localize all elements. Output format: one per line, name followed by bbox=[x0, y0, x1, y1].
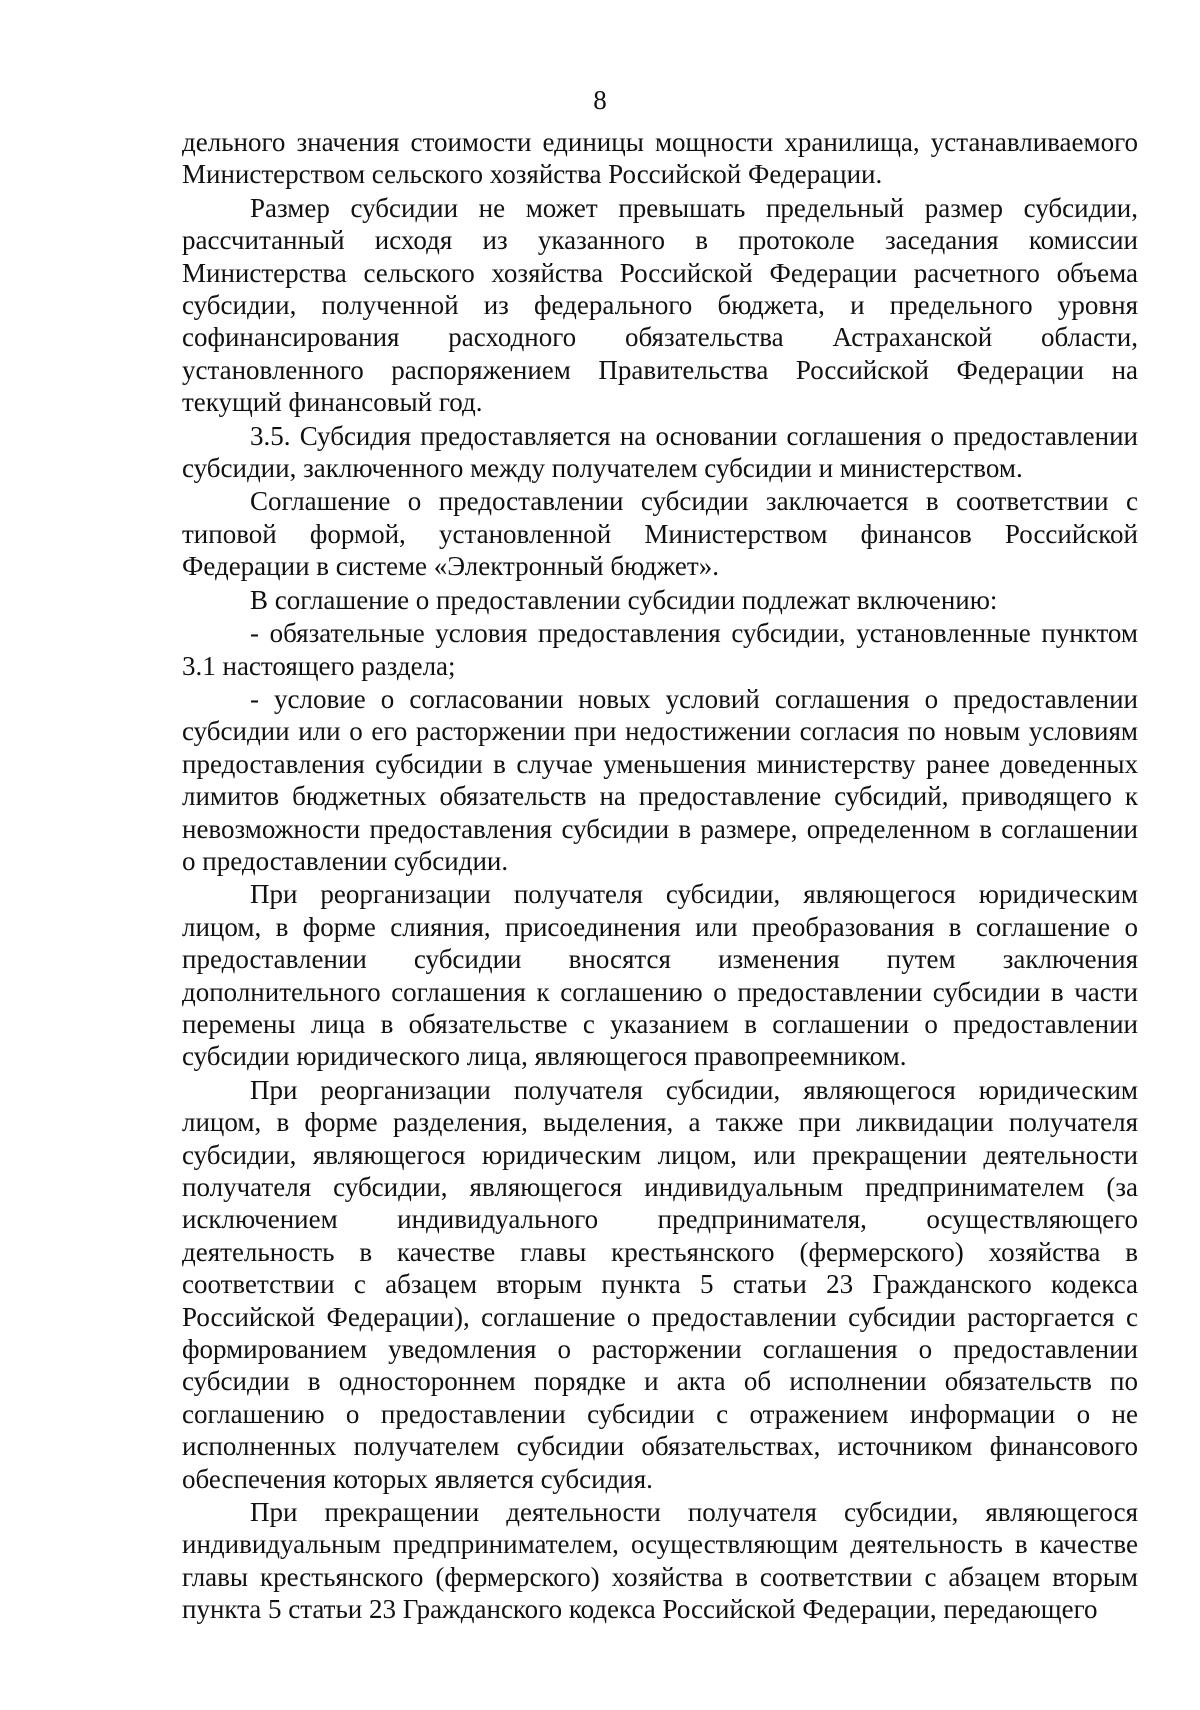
paragraph-5: В соглашение о предоставлении субсидии подлежат включению: bbox=[250, 584, 998, 615]
paragraph-4: Соглашение о предоставлении субсидии заключается в соответствии с типовой формой, установленной Министерством финансов Российской Федерации в системе «Электронный бюджет». bbox=[182, 486, 1138, 582]
paragraph-3: 3.5. Субсидия предоставляется на основании соглашения о предоставлении субсидии, заключенного между получателем субсидии и министерством. bbox=[182, 420, 1138, 484]
paragraph-8: При прекращении деятельности получателя субсидии, являющегося индивидуальным предпринимателем, осуществляющим деятельность в качестве главы крестьянского (фермерского) хозяйства в соответствии с абзацем вторым пункта 5 статьи 23 Гражданского кодекса Российской Федерации, передающего bbox=[182, 1497, 1138, 1625]
paragraph-1: дельного значения стоимости единицы мощности хранилища, устанавливаемого Министерством сельского хозяйства Российской Федерации. bbox=[182, 127, 1138, 190]
paragraph-2: Размер субсидии не может превышать предельный размер субсидии, рассчитанный исходя из указанного в протоколе заседания комиссии Министерства сельского хозяйства Российской Федерации расчетного объема субсидии, полученной из федерального бюджета, и предельного уровня софинансирования расходного обязательства Астраханской области, установленного распоряжением Правительства Российской Федерации на текущий финансовый год. bbox=[182, 192, 1138, 418]
list-item-1: - обязательные условия предоставления субсидии, установленные пунктом 3.1 настоящего раздела; bbox=[182, 618, 1138, 681]
document-body bbox=[182, 126, 1138, 1627]
paragraph-6: При реорганизации получателя субсидии, являющегося юридическим лицом, в форме слияния, присоединения или преобразования в соглашение о предоставлении субсидии вносятся изменения путем заключения дополнительного соглашения к соглашению о предоставлении субсидии в части перемены лица в обязательстве с указанием в соглашении о предоставлении субсидии юридического лица, являющегося правопреемником. bbox=[182, 879, 1138, 1072]
paragraph-7: При реорганизации получателя субсидии, являющегося юридическим лицом, в форме разделения, выделения, а также при ликвидации получателя субсидии, являющегося юридическим лицом, или прекращении деятельности получателя субсидии, являющегося индивидуальным предпринимателем (за исключением индивидуального предпринимателя, осуществляющего деятельность в качестве главы крестьянского (фермерского) хозяйства в соответствии с абзацем вторым пункта 5 статьи 23 Гражданского кодекса Российской Федерации), соглашение о предоставлении субсидии расторгается с формированием уведомления о расторжении соглашения о предоставлении субсидии в одностороннем порядке и акта об исполнении обязательств по соглашению о предоставлении субсидии с отражением информации о не исполненных получателем субсидии обязательствах, источником финансового обеспечения которых является субсидия. bbox=[182, 1074, 1138, 1494]
page-number: 8 bbox=[593, 85, 607, 115]
list-item-2: - условие о согласовании новых условий соглашения о предоставлении субсидии или о его расторжении при недостижении согласия по новым условиям предоставления субсидии в случае уменьшения министерству ранее доведенных лимитов бюджетных обязательств на предоставление субсидий, приводящего к невозможности предоставления субсидии в размере, определенном в соглашении о предоставлении субсидии. bbox=[182, 683, 1138, 876]
